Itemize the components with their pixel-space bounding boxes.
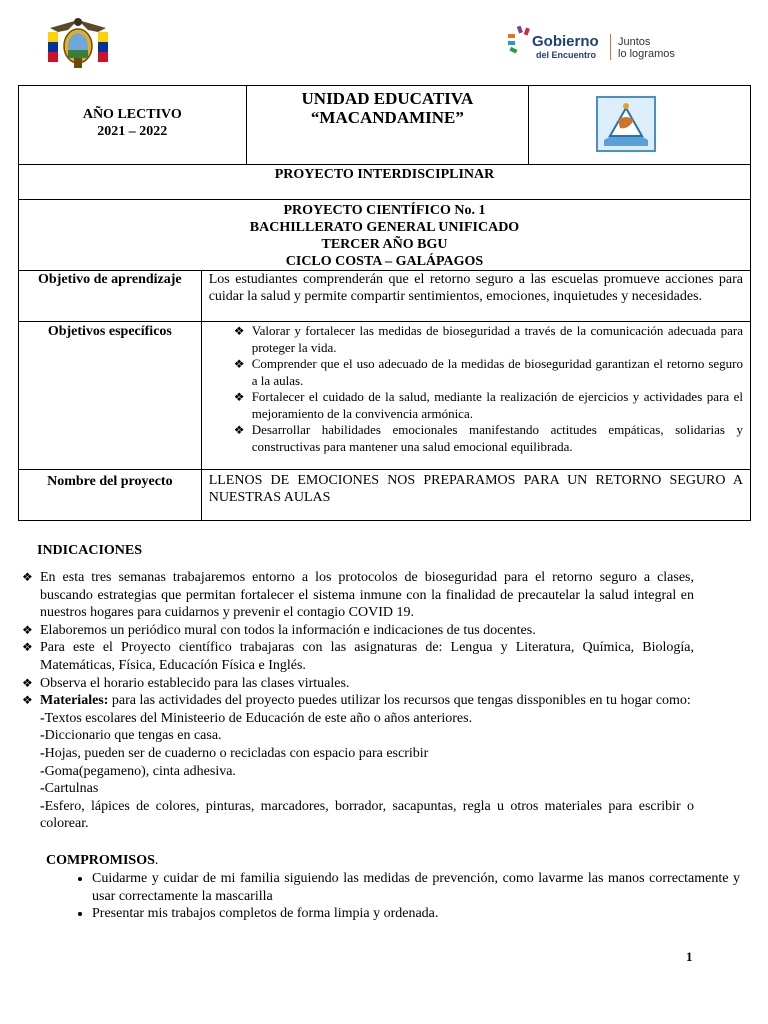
scientific-project-cell [19,200,751,271]
school-year-value: 2021 – 2022 [97,124,168,139]
ecuador-coat-of-arms-logo [44,14,112,70]
compromisos-heading: COMPROMISOS. [46,853,159,868]
material-line: -Textos escolares del Ministeerio de Educación de este año o años anteriores. [40,710,473,726]
gov-logo-divider [610,34,611,60]
school-emblem-cell [529,86,751,165]
gov-logo-line1: Gobierno [532,33,599,50]
nombre-label-cell [19,470,202,521]
diamond-bullet-icon: ❖ [22,570,33,584]
diamond-bullet-icon: ❖ [233,423,245,437]
material-line: -Esfero, lápices de colores, pinturas, marcadores, borrador, sacapuntas, regla u otros materiales para escribir o colorear. [40,798,694,832]
nombre-text: LLENOS DE EMOCIONES NOS PREPARAMOS PARA UN RETORNO SEGURO A NUESTRAS AULAS [208,473,743,505]
indicaciones-list [18,569,694,833]
sci-project-line2: BACHILLERATO GENERAL UNIFICADO [249,220,520,235]
gobierno-del-encuentro-logo [506,22,696,66]
materiales-intro: para las actividades del proyecto puedes utilizar los recursos que tengas dissponibles en tu hogar como: [108,693,691,709]
indicacion-item: ❖ Elaboremos un periódico mural con todos la información e indicaciones de tus docentes. [22,622,536,638]
material-line: -Hojas, pueden ser de cuaderno o recicladas con espacio para escribir [40,745,429,761]
material-line: -Diccionario que tengas en casa. [40,728,222,744]
compromiso-item: • Presentar mis trabajos completos de forma limpia y ordenada. [92,905,740,923]
school-year-label: AÑO LECTIVO [82,107,182,122]
school-name-line2: “MACANDAMINE” [310,108,464,127]
diamond-bullet-icon: ❖ [22,693,33,708]
indicacion-item: ❖ En esta tres semanas trabajaremos entorno a los protocolos de bioseguridad para el retorno seguro a clases, buscando estrategias que permitan fortalecer el sistema inmune con la finalidad de precautelar la salud integral en nuestros hogares para cuidarnos y prevenir el contagio COVID 19. [22,570,694,621]
materiales-label: Materiales: [40,693,109,709]
especifico-item: ❖ Valorar y fortalecer las medidas de bioseguridad a través de la comunicación adecuada para proteger la vida. [233,323,743,355]
especifico-item: ❖ Fortalecer el cuidado de la salud, mediante la realización de ejercicios y actividades para el mejoramiento de la convivencia armónica. [233,389,743,421]
diamond-bullet-icon: ❖ [22,640,33,655]
gov-logo-slogan2: lo logramos [618,48,675,60]
school-year-cell [19,86,247,165]
diamond-bullet-icon: ❖ [233,390,245,404]
especificos-list [202,322,750,455]
especifico-item: ❖ Desarrollar habilidades emocionales manifestando actitudes empáticas, solidarias y constructivas para mantener una salud emocional equilibrada. [233,422,743,454]
diamond-bullet-icon: ❖ [233,357,245,371]
project-type-cell [19,165,751,200]
sci-project-line3: TERCER AÑO BGU [321,237,448,252]
sci-project-line1: PROYECTO CIENTÍFICO No. 1 [283,203,486,218]
indicacion-item: ❖ Observa el horario establecido para las clases virtuales. [22,675,350,691]
project-info-table [18,85,751,521]
especificos-label-cell [19,322,202,470]
diamond-bullet-icon: ❖ [22,622,33,637]
nombre-label: Nombre del proyecto [47,474,173,489]
gov-logo-line2: del Encuentro [536,50,597,60]
indicacion-item: ❖ Para este el Proyecto científico trabajaras con las asignaturas de: Lengua y Literatura, Química, Biología, Matemáticas, Física, Educacíón Física e Inglés. [22,640,694,673]
material-line: -Cartulnas [40,781,99,797]
diamond-bullet-icon: ❖ [233,324,245,338]
indicaciones-heading: INDICACIONES [37,543,143,558]
school-emblem-logo [596,96,656,152]
objetivo-label-cell [19,271,202,322]
sci-project-line4: CICLO COSTA – GALÁPAGOS [285,254,484,269]
compromiso-item: • Cuidarme y cuidar de mi familia siguiendo las medidas de prevención, como lavarme las manos correctamente y usar correctamente la mascarilla [92,870,740,905]
objetivo-text-cell [201,271,750,322]
materiales-item [18,692,694,833]
school-name-cell [246,86,529,165]
especificos-list-cell [201,322,750,470]
gov-logo-slogan1: Juntos [618,36,651,48]
diamond-bullet-icon: ❖ [22,675,33,690]
objetivo-text: Los estudiantes comprenderán que el retorno seguro a las escuelas promueve acciones para cuidar la salud y permite compartir sentimientos, emociones, inquietudes y necesidades. [208,272,743,304]
school-name-line1: UNIDAD EDUCATIVA [301,89,474,108]
objetivo-label: Objetivo de aprendizaje [38,272,182,287]
especifico-item: ❖ Comprender que el uso adecuado de la medidas de bioseguridad garantizan el retorno seguro a la aulas. [233,356,743,388]
material-line: -Goma(pegameno), cinta adhesiva. [40,763,236,779]
especificos-label: Objetivos específicos [47,324,172,339]
project-type: PROYECTO INTERDISCIPLINAR [274,167,495,182]
nombre-text-cell [201,470,750,521]
page-number: 1 [686,949,693,964]
compromisos-list [46,870,740,923]
